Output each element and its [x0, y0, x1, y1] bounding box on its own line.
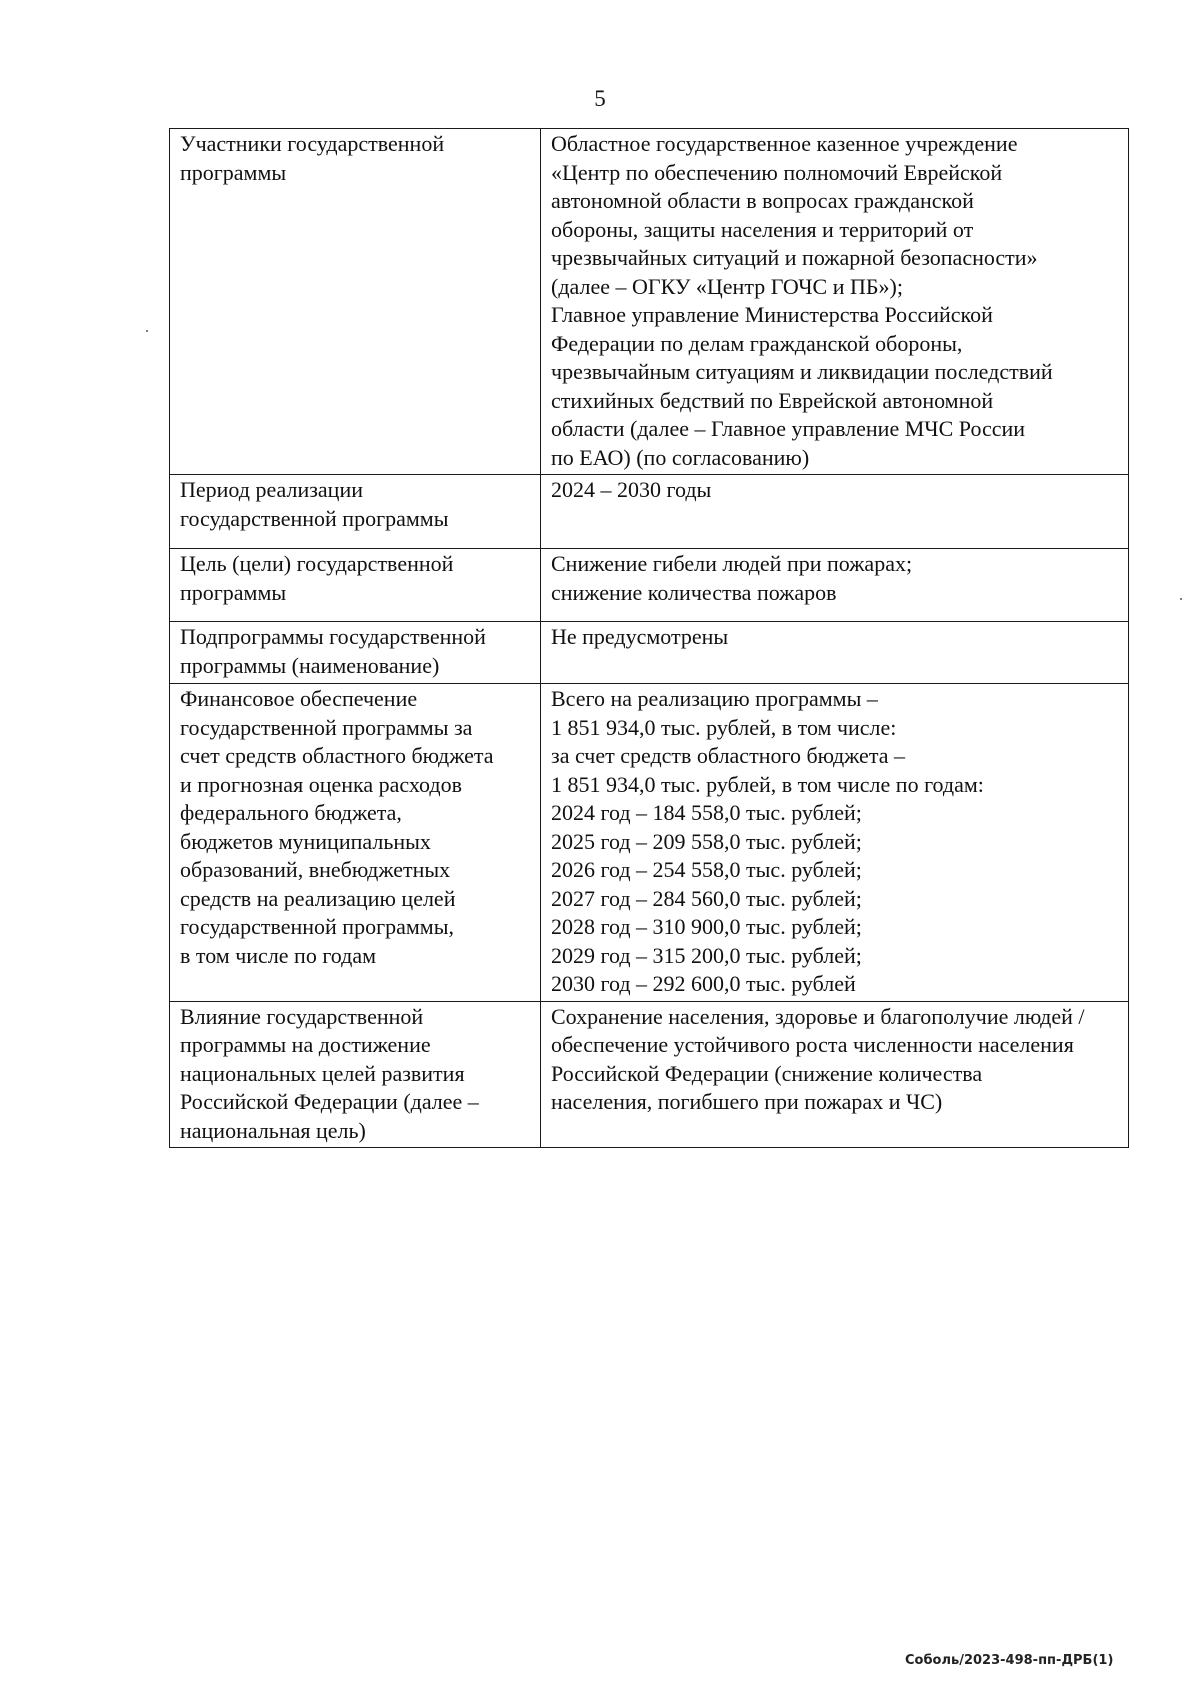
row-value [541, 475, 1129, 549]
text-line: бюджетов муниципальных [180, 828, 431, 854]
text-line: чрезвычайным ситуациям и ликвидации последствий [551, 359, 1053, 384]
row-value [541, 684, 1129, 1002]
text-line: в том числе по годам [180, 942, 377, 968]
text-line: области (далее – Главное управление МЧС России [551, 416, 1026, 441]
text-line: 2024 – 2030 годы [551, 477, 712, 502]
text-line: Финансовое обеспечение [180, 686, 418, 711]
row-value [541, 622, 1129, 684]
row-label [170, 129, 541, 475]
table-row-period [170, 475, 1129, 549]
page-number: 5 [594, 86, 606, 111]
text-line: национальных целей развития [180, 1060, 465, 1086]
row-label [170, 549, 541, 622]
text-line: программы [180, 579, 287, 605]
text-line: 2024 год – 184 558,0 тыс. рублей; [551, 800, 862, 825]
text-line: обеспечение устойчивого роста численности населения [551, 1032, 1074, 1057]
text-line: за счет средств областного бюджета – [551, 743, 905, 768]
text-line: Главное управление Министерства Российской [551, 302, 993, 327]
text-line: Участники государственной [180, 131, 445, 156]
text-line: образований, внебюджетных [180, 857, 451, 882]
table-row-goal [170, 549, 1129, 622]
text-line: федерального бюджета, [180, 800, 402, 825]
text-line: автономной области в вопросах гражданской [551, 188, 974, 213]
text-line: 2025 год – 209 558,0 тыс. рублей; [551, 828, 862, 854]
text-line: населения, погибшего при пожарах и ЧС) [551, 1089, 943, 1114]
text-line: и прогнозная оценка расходов [180, 771, 462, 797]
table-row-national-goals [170, 1001, 1129, 1148]
text-line: счет средств областного бюджета [180, 743, 494, 768]
text-line: программы [180, 159, 287, 185]
text-line: программы (наименование) [180, 652, 440, 678]
text-line: Подпрограммы государственной [180, 624, 486, 649]
scan-speck [146, 330, 148, 332]
text-line: Российской Федерации (далее – [180, 1089, 479, 1114]
text-line: 2027 год – 284 560,0 тыс. рублей; [551, 885, 862, 911]
row-label [170, 1001, 541, 1148]
table-row-subprograms [170, 622, 1129, 684]
text-line: 2028 год – 310 900,0 тыс. рублей; [551, 914, 862, 939]
text-line: (далее – ОГКУ «Центр ГОЧС и ПБ»); [551, 273, 903, 299]
row-label [170, 684, 541, 1002]
text-line: обороны, защиты населения и территорий от [551, 216, 974, 242]
text-line: Снижение гибели людей при пожарах; [551, 551, 913, 576]
text-line: снижение количества пожаров [551, 579, 837, 605]
text-line: Всего на реализацию программы – [551, 686, 878, 711]
text-line: Период реализации [180, 477, 364, 502]
text-line: Областное государственное казенное учреждение [551, 131, 1018, 156]
table-row-financing [170, 684, 1129, 1002]
row-value [541, 1001, 1129, 1148]
text-line: Не предусмотрены [551, 624, 729, 649]
text-line: 2026 год – 254 558,0 тыс. рублей; [551, 857, 862, 882]
text-line: средств на реализацию целей [180, 885, 456, 911]
text-line: программы на достижение [180, 1032, 431, 1057]
text-line: Сохранение населения, здоровье и благополучие людей / [551, 1003, 1085, 1029]
text-line: Влияние государственной [180, 1003, 424, 1029]
text-line: «Центр по обеспечению полномочий Еврейской [551, 159, 1003, 185]
document-registration-number: Соболь/2023-498-пп-ДРБ(1) [905, 1653, 1114, 1668]
text-line: 1 851 934,0 тыс. рублей, в том числе: [551, 714, 897, 740]
text-line: 1 851 934,0 тыс. рублей, в том числе по годам: [551, 771, 984, 797]
text-line: 2029 год – 315 200,0 тыс. рублей; [551, 942, 862, 968]
table-row-participants [170, 129, 1129, 475]
text-line: чрезвычайных ситуаций и пожарной безопасности» [551, 245, 1038, 270]
program-passport-table [169, 128, 1129, 1148]
text-line: национальная цель) [180, 1117, 366, 1143]
row-value [541, 129, 1129, 475]
row-label [170, 475, 541, 549]
text-line: стихийных бедствий по Еврейской автономной [551, 387, 994, 413]
text-line: по ЕАО) (по согласованию) [551, 444, 810, 470]
text-line: Цель (цели) государственной [180, 551, 454, 576]
text-line: государственной программы [180, 505, 449, 531]
text-line: государственной программы за [180, 714, 473, 740]
scan-speck [1180, 598, 1182, 600]
text-line: Федерации по делам гражданской обороны, [551, 330, 963, 356]
text-line: государственной программы, [180, 914, 454, 939]
row-label [170, 622, 541, 684]
row-value [541, 549, 1129, 622]
text-line: 2030 год – 292 600,0 тыс. рублей [551, 971, 856, 996]
text-line: Российской Федерации (снижение количества [551, 1060, 983, 1086]
